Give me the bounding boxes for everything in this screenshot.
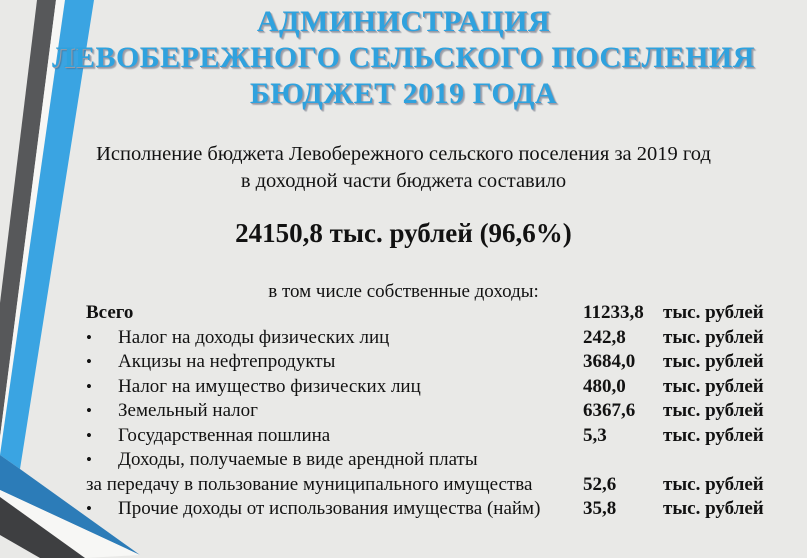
title-line-2: ЛЕВОБЕРЕЖНОГО СЕЛЬСКОГО ПОСЕЛЕНИЯ	[52, 41, 755, 74]
intro-paragraph	[0, 141, 807, 195]
income-label: Налог на доходы физических лиц	[118, 326, 390, 348]
income-label: Доходы, получаемые в виде арендной платы	[118, 449, 478, 470]
income-unit: тыс. рублей	[663, 326, 764, 348]
bullet-icon: •	[86, 327, 92, 347]
income-value: 242,8	[583, 326, 626, 348]
income-value: 5,3	[583, 424, 607, 446]
income-unit: тыс. рублей	[663, 302, 764, 323]
list-item	[86, 327, 800, 352]
list-item	[86, 376, 800, 401]
income-unit: тыс. рублей	[663, 473, 764, 495]
list-item	[86, 449, 800, 474]
income-label: Государственная пошлина	[118, 424, 331, 446]
income-label: Всего	[86, 302, 134, 323]
total-amount: 24150,8 тыс. рублей (96,6%)	[235, 218, 572, 248]
bullet-icon: •	[86, 450, 92, 469]
bullet-icon: •	[86, 425, 92, 445]
intro-line-2: в доходной части бюджета составило	[240, 170, 567, 192]
income-value: 11233,8	[583, 302, 644, 323]
list-item	[86, 474, 800, 499]
income-value: 480,0	[583, 375, 626, 397]
bullet-icon: •	[86, 499, 92, 518]
list-item	[86, 425, 800, 450]
income-unit: тыс. рублей	[663, 498, 764, 519]
bullet-icon: •	[86, 376, 92, 396]
own-income-heading: в том числе собственные доходы:	[268, 281, 539, 302]
list-item	[86, 351, 800, 376]
income-list	[86, 302, 800, 523]
income-value: 3684,0	[583, 351, 636, 372]
income-value: 52,6	[583, 473, 617, 495]
income-unit: тыс. рублей	[663, 375, 764, 397]
income-label: за передачу в пользование муниципального имущества	[86, 473, 533, 495]
income-label: Акцизы на нефтепродукты	[118, 351, 336, 372]
income-unit: тыс. рублей	[663, 400, 764, 421]
slide-title	[0, 4, 807, 112]
income-unit: тыс. рублей	[663, 351, 764, 372]
income-label: Налог на имущество физических лиц	[118, 375, 421, 397]
intro-line-1: Исполнение бюджета Левобережного сельского поселения за 2019 год	[96, 143, 711, 165]
bullet-icon: •	[86, 401, 92, 420]
income-value: 35,8	[583, 498, 617, 519]
list-item	[86, 302, 800, 327]
list-item	[86, 400, 800, 425]
income-label: Земельный налог	[118, 400, 258, 421]
income-unit: тыс. рублей	[663, 424, 764, 446]
list-item	[86, 498, 800, 523]
bullet-icon: •	[86, 352, 92, 371]
title-line-3: БЮДЖЕТ 2019 ГОДА	[249, 77, 558, 110]
income-label: Прочие доходы от использования имущества (найм)	[118, 498, 541, 519]
income-value: 6367,6	[583, 400, 636, 421]
title-line-1: АДМИНИСТРАЦИЯ	[256, 5, 551, 38]
